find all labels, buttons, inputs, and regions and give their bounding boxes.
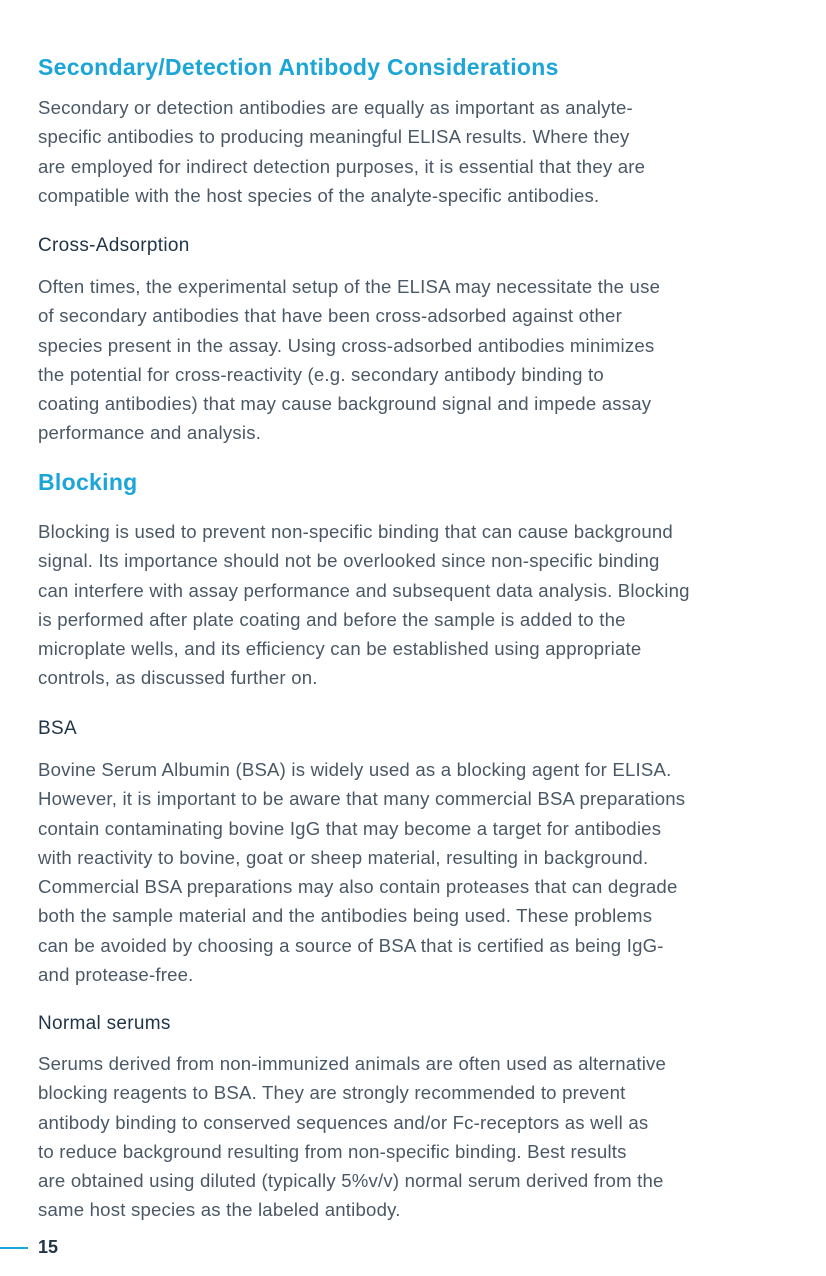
footer-accent-rule <box>0 1247 28 1249</box>
text-line: are employed for indirect detection purposes, it is essential that they are <box>38 155 646 177</box>
paragraph-bsa <box>38 755 798 989</box>
text-line: can be avoided by choosing a source of BSA that is certified as being IgG- <box>38 934 664 956</box>
heading-secondary-detection: Secondary/Detection Antibody Considerations <box>38 54 559 80</box>
text-line: signal. Its importance should not be overlooked since non-specific binding <box>38 550 660 572</box>
text-line: specific antibodies to producing meaningful ELISA results. Where they <box>38 126 630 148</box>
text-line: can interfere with assay performance and subsequent data analysis. Blocking <box>38 579 690 601</box>
text-line: is performed after plate coating and before the sample is added to the <box>38 608 626 630</box>
text-line: Secondary or detection antibodies are equally as important as analyte- <box>38 97 633 118</box>
text-line: with reactivity to bovine, goat or sheep material, resulting in background. <box>38 846 649 868</box>
text-line: antibody binding to conserved sequences and/or Fc-receptors as well as <box>38 1111 649 1133</box>
text-line: compatible with the host species of the analyte-specific antibodies. <box>38 184 600 206</box>
heading-bsa: BSA <box>38 718 77 739</box>
text-line: of secondary antibodies that have been cross-adsorbed against other <box>38 305 622 327</box>
text-line: controls, as discussed further on. <box>38 667 318 689</box>
text-line: However, it is important to be aware that many commercial BSA preparations <box>38 788 686 810</box>
paragraph-secondary-detection <box>38 93 798 210</box>
text-line: microplate wells, and its efficiency can be established using appropriate <box>38 638 642 660</box>
paragraph-normal-serums <box>38 1049 798 1225</box>
heading-cross-adsorption: Cross-Adsorption <box>38 235 190 256</box>
text-line: contain contaminating bovine IgG that may become a target for antibodies <box>38 817 662 839</box>
text-line: Commercial BSA preparations may also contain proteases that can degrade <box>38 876 678 898</box>
text-line: blocking reagents to BSA. They are strongly recommended to prevent <box>38 1082 626 1104</box>
page-number: 15 <box>38 1237 59 1257</box>
text-line: Bovine Serum Albumin (BSA) is widely used as a blocking agent for ELISA. <box>38 759 672 780</box>
text-line: Blocking is used to prevent non-specific binding that can cause background <box>38 521 673 542</box>
paragraph-cross-adsorption <box>38 272 798 448</box>
text-line: the potential for cross-reactivity (e.g. secondary antibody binding to <box>38 363 604 385</box>
paragraph-blocking <box>38 517 798 693</box>
heading-blocking: Blocking <box>38 469 138 495</box>
text-line: Serums derived from non-immunized animals are often used as alternative <box>38 1053 667 1074</box>
text-line: both the sample material and the antibodies being used. These problems <box>38 905 653 927</box>
text-line: are obtained using diluted (typically 5%v/v) normal serum derived from the <box>38 1170 664 1192</box>
text-line: and protease-free. <box>38 964 194 986</box>
text-line: species present in the assay. Using cross-adsorbed antibodies minimizes <box>38 334 655 356</box>
text-line: Often times, the experimental setup of the ELISA may necessitate the use <box>38 276 661 297</box>
text-line: to reduce background resulting from non-specific binding. Best results <box>38 1140 627 1162</box>
heading-normal-serums: Normal serums <box>38 1013 171 1034</box>
text-line: coating antibodies) that may cause background signal and impede assay <box>38 393 652 415</box>
text-line: performance and analysis. <box>38 422 262 444</box>
text-line: same host species as the labeled antibody. <box>38 1199 401 1221</box>
